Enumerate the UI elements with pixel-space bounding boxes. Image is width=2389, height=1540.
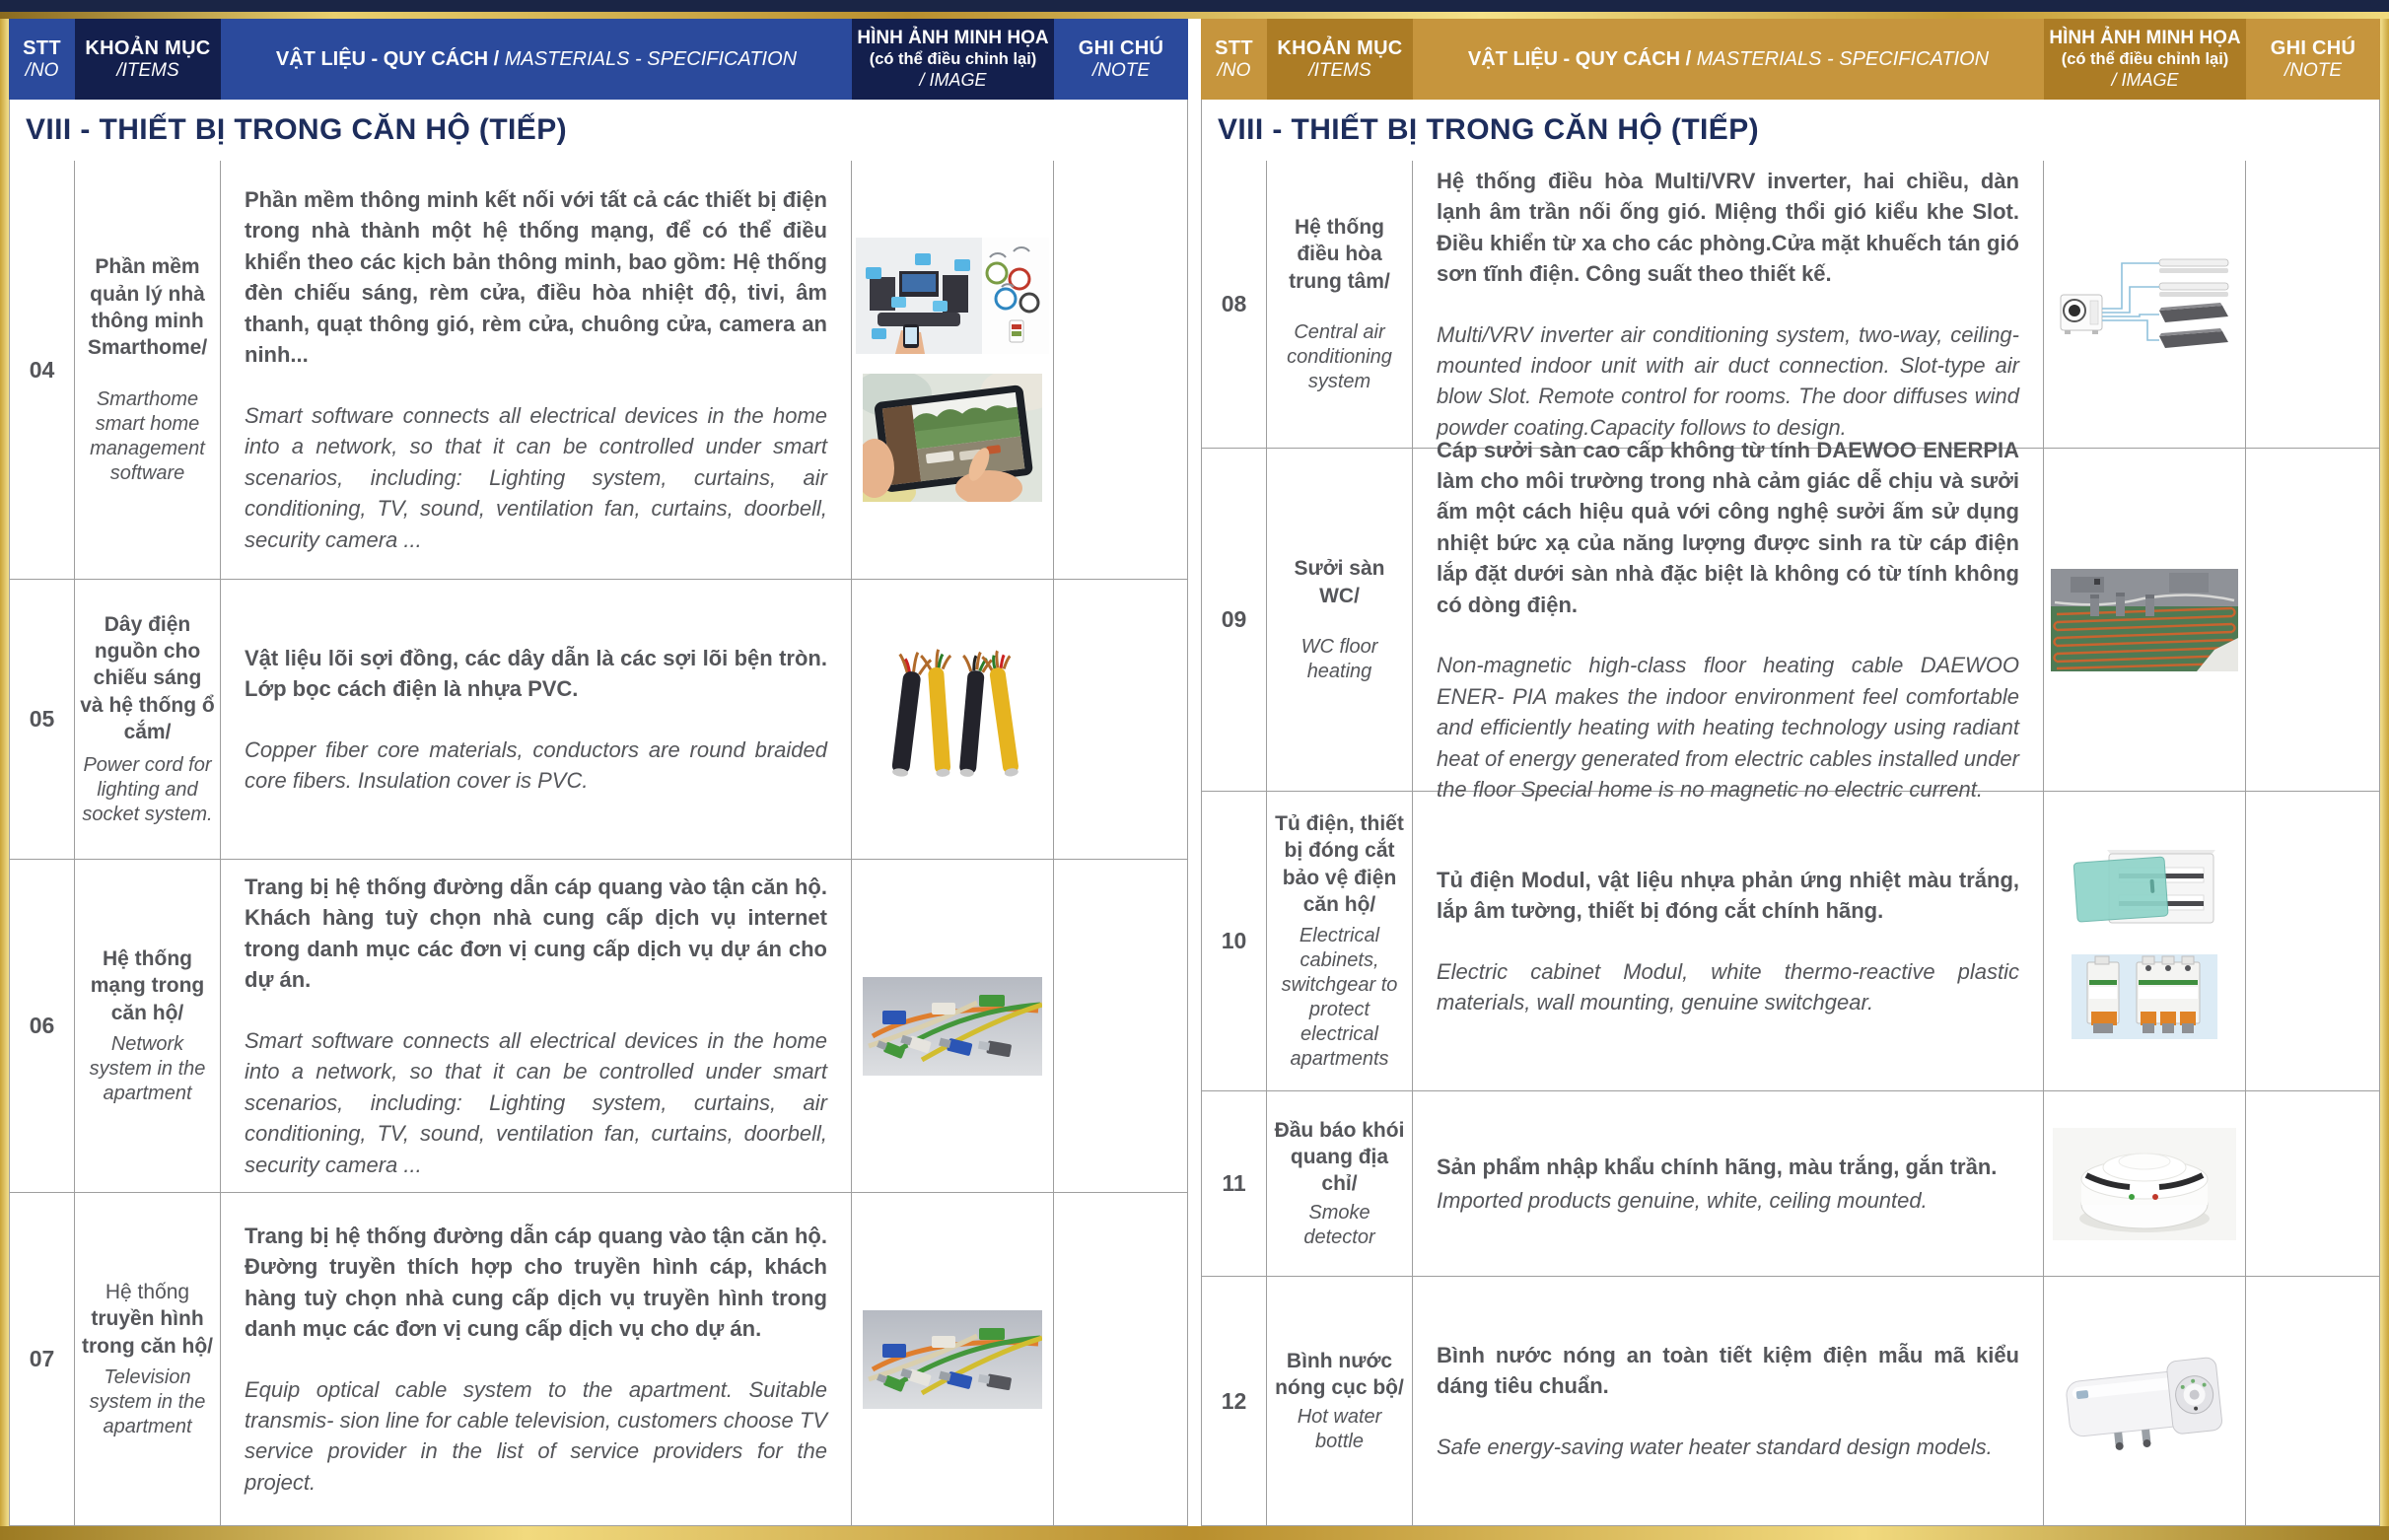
item-cell [1267,1277,1413,1525]
vrv-system-diagram [2053,251,2236,358]
item-cell [75,860,221,1192]
spec-text-vi: Hệ thống điều hòa Multi/VRV inverter, hai chiều, dàn lạnh âm trần nối ống gió. Miệng thổi gió kiểu khe Slot. Điều khiển từ xa cho các phòng.Cửa mặt khuếch tán gió sơn tĩnh điện. Công suất theo thiết kế. [1437,168,2019,287]
smart-home-devices-photo [856,238,1049,354]
header-items-sub: /ITEMS [116,59,179,81]
image-cell [2044,449,2246,791]
header-items-sub: /ITEMS [1308,59,1371,81]
header-stt-label: STT [23,36,61,59]
table-row [1201,161,2380,449]
spec-cell [221,860,852,1192]
spec-text-en: Imported products genuine, white, ceiling mounted. [1437,1187,1928,1213]
fiber-optic-cables-photo [863,1310,1042,1409]
image-cell [2044,1091,2246,1276]
spec-text-vi: Cáp sưởi sàn cao cấp không từ tính DAEWOO ENERPIA làm cho môi trường trong nhà cảm giác dễ chịu và sưởi ấm một cách hiệu quả với công nghệ sưởi ấm sử dụng nhiệt bức xạ của năng lượng được sinh ra từ cáp điện lắp đặt dưới sàn nhà đặc biệt là không có từ tính không có dòng điện. [1437,437,2019,617]
item-name-en: Smarthome smart home management software [90,387,205,484]
header-note-sub: /NOTE [1091,59,1151,81]
left-table-header [9,19,1188,100]
note-cell [2246,1091,2379,1276]
header-image [2044,19,2246,100]
spec-text-en: Safe energy-saving water heater standard design models. [1437,1434,1993,1459]
item-name-en: Hot water bottle [1297,1406,1382,1453]
gold-divider-bottom [0,1526,2389,1540]
spec-text-vi: Bình nước nóng an toàn tiết kiệm điện mẫu mã kiểu dáng tiêu chuẩn. [1437,1342,2019,1399]
header-spec-en: MASTERIALS - SPECIFICATION [504,48,798,70]
row-number: 12 [1202,1277,1267,1525]
item-name-vi: Sưởi sàn WC/ [1294,557,1385,607]
note-cell [2246,161,2379,448]
section-title: VIII - THIẾT BỊ TRONG CĂN HỘ (TIẾP) [26,113,567,146]
row-number: 06 [10,860,75,1192]
header-stt [9,19,75,100]
row-number: 10 [1202,792,1267,1090]
spec-text-vi: Sản phẩm nhập khẩu chính hãng, màu trắng, gắn trần. [1437,1155,1998,1180]
header-spec-vi: VẬT LIỆU - QUY CÁCH / [275,48,500,70]
right-page [1201,19,2380,1526]
right-section-row [1201,100,2380,161]
header-note-label: GHI CHÚ [1078,36,1164,59]
circuit-breakers-photo [2072,954,2217,1039]
header-no-label: /NO [1217,59,1251,81]
header-image-line1: HÌNH ẢNH MINH HỌA [857,27,1049,48]
header-image-line2: (có thể điều chỉnh lại) [869,49,1037,68]
spec-cell [1413,792,2044,1090]
item-name-vi: Hệ thống mạng trong căn hộ/ [90,947,205,1024]
header-note-label: GHI CHÚ [2270,36,2356,59]
spec-cell [1413,161,2044,448]
water-heater-photo [2060,1343,2229,1459]
table-row [1201,1277,2380,1526]
note-cell [1054,860,1187,1192]
fiber-optic-cables-photo [863,977,1042,1076]
row-number: 11 [1202,1091,1267,1276]
spec-text-vi: Tủ điện Modul, vật liệu nhựa phản ứng nhiệt màu trắng, lắp âm tường, thiết bị đóng cắt chính hãng. [1437,867,2019,924]
smoke-detector-photo [2053,1128,2236,1240]
spec-text-vi: Vật liệu lõi sợi đồng, các dây dẫn là các sợi lõi bện tròn. Lớp bọc cách điện là nhựa PVC. [245,645,827,702]
floor-heating-photo [2051,569,2238,671]
header-stt [1201,19,1267,100]
header-note-sub: /NOTE [2284,59,2343,81]
row-number: 07 [10,1193,75,1525]
power-cables-photo [878,646,1027,794]
note-cell [2246,449,2379,791]
header-image-line2: (có thể điều chỉnh lại) [2061,49,2229,68]
header-items-label: KHOẢN MỤC [85,36,211,59]
note-cell [1054,1193,1187,1525]
image-cell [852,1193,1054,1525]
top-navy-band [0,0,2389,12]
table-row [1201,437,2380,803]
header-items [75,19,221,100]
header-image-line3: / IMAGE [2111,69,2179,90]
note-cell [1054,161,1187,579]
header-items-label: KHOẢN MỤC [1277,36,1403,59]
item-name-vi: Tủ điện, thiết bị đóng cắt bảo vệ điện căn hộ/ [1275,811,1404,916]
item-cell [75,1193,221,1525]
electrical-cabinet-photo [2068,844,2221,935]
item-name-vi: Hệ thống truyền hình trong căn hộ/ [82,1281,213,1358]
spec-text-en: Multi/VRV inverter air conditioning system, two-way, ceiling-mounted indoor unit with air duct connection. Slot-type air blow Slot. Remote control for rooms. The door diffuses wind powder coating.Capacity follows to design. [1437,321,2019,440]
row-number: 08 [1202,161,1267,448]
note-cell [2246,1277,2379,1525]
spec-cell [221,580,852,859]
header-image [852,19,1054,100]
spec-text-en: Non-magnetic high-class floor heating cable DAEWOO ENER- PIA makes the indoor environment feel comfortable and efficiently heating with heating technology using radiant heat of energy generated from electric cables installed under the floor Special home is no magnetic no electric current. [1437,653,2019,803]
table-row [1201,1091,2380,1277]
image-cell [852,860,1054,1192]
row-number: 09 [1202,449,1267,791]
item-cell [1267,792,1413,1090]
header-spec-en: MASTERIALS - SPECIFICATION [1696,48,1990,70]
spec-cell [221,161,852,579]
left-section-row [9,100,1188,161]
table-row [9,1193,1188,1526]
note-cell [2246,792,2379,1090]
item-name-en: Power cord for lighting and socket system. [82,754,213,826]
header-spec [221,19,852,100]
spec-text-en: Copper fiber core materials, conductors are round braided core fibers. Insulation cover is PVC. [245,736,827,793]
item-cell [1267,449,1413,791]
spec-cell [221,1193,852,1525]
header-stt-label: STT [1215,36,1253,59]
item-name-en: Central air conditioning system [1287,320,1392,392]
item-name-en: Network system in the apartment [89,1032,206,1104]
item-name-vi: Đầu báo khói quang địa chỉ/ [1274,1118,1405,1196]
spec-cell [1413,437,2044,803]
spec-text-en: Equip optical cable system to the apartment. Suitable transmis- sion line for cable television, customers choose TV service provider in the list of service providers for the project. [245,1376,827,1495]
item-cell [1267,161,1413,448]
item-name-vi: Dây điện nguồn cho chiếu sáng và hệ thống ổ cắm/ [80,612,215,743]
row-number: 04 [10,161,75,579]
item-cell [75,161,221,579]
page-edge-left [0,19,9,1526]
row-number: 05 [10,580,75,859]
tablet-control-photo [863,374,1042,502]
item-name-en: Electrical cabinets, switchgear to protect electrical apartments [1281,925,1398,1071]
item-name-vi: Bình nước nóng cục bộ/ [1275,1349,1404,1399]
header-image-line1: HÌNH ẢNH MINH HỌA [2049,27,2241,48]
page-edge-right [2380,19,2389,1526]
item-name-vi: Hệ thống điều hòa trung tâm/ [1289,216,1390,293]
item-name-en: Television system in the apartment [89,1365,206,1437]
item-name-vi: Phần mềm quản lý nhà thông minh Smarthome/ [87,255,208,360]
header-spec [1413,19,2044,100]
table-row [1201,792,2380,1091]
spec-text-en: Electric cabinet Modul, white thermo-reactive plastic materials, wall mounting, genuine switchgear. [1437,958,2019,1015]
spec-text-vi: Trang bị hệ thống đường dẫn cáp quang vào tận căn hộ. Khách hàng tuỳ chọn nhà cung cấp dịch vụ internet trong danh mục các đơn vị cung cấp dịch vụ dự án cho dự án. [245,874,827,993]
image-cell [2044,1277,2246,1525]
header-note [2246,19,2380,100]
item-cell [75,580,221,859]
note-cell [1054,580,1187,859]
item-name-en: Smoke detector [1303,1202,1375,1249]
table-row [9,161,1188,580]
table-row [9,580,1188,860]
spec-text-en: Smart software connects all electrical devices in the home into a network, so that it can be controlled under smart scenarios, including: Lighting system, curtains, air conditioning, TV, sound, ventilation fan, curtains, doorbell, security camera ... [245,402,827,552]
header-spec-vi: VẬT LIỆU - QUY CÁCH / [1467,48,1692,70]
spec-text-vi: Trang bị hệ thống đường dẫn cáp quang vào tận căn hộ. Đường truyền thích hợp cho truyền hình cáp, khách hàng tuỳ chọn nhà cung cấp dịch vụ truyền hình trong danh mục các đơn vị cung cấp dịch vụ cho dự án. [245,1223,827,1342]
gold-divider-top [0,12,2389,19]
image-cell [852,161,1054,579]
spec-text-en: Smart software connects all electrical devices in the home into a network, so that it can be controlled under smart scenarios, including: Lighting system, curtains, air conditioning, TV, sound, ventilation fan, curtains, doorbell, security camera ... [245,1027,827,1177]
spec-cell [1413,1277,2044,1525]
section-title: VIII - THIẾT BỊ TRONG CĂN HỘ (TIẾP) [1218,113,1759,146]
item-cell [1267,1091,1413,1276]
right-table-header [1201,19,2380,100]
image-cell [852,580,1054,859]
image-cell [2044,792,2246,1090]
header-items [1267,19,1413,100]
left-page [9,19,1188,1526]
item-name-en: WC floor heating [1300,635,1378,682]
header-no-label: /NO [25,59,59,81]
spec-text-vi: Phần mềm thông minh kết nối với tất cả các thiết bị điện trong nhà thành một hệ thống mạng, để có thể điều khiển theo các kịch bản thông minh, bao gồm: Hệ thống đèn chiếu sáng, rèm cửa, điều hòa nhiệt độ, tivi, âm thanh, quạt thông gió, rèm cửa, chuông cửa, camera an ninh... [245,187,827,368]
header-note [1054,19,1188,100]
spec-cell [1413,1091,2044,1276]
header-image-line3: / IMAGE [919,69,987,90]
table-row [9,860,1188,1193]
image-cell [2044,161,2246,448]
